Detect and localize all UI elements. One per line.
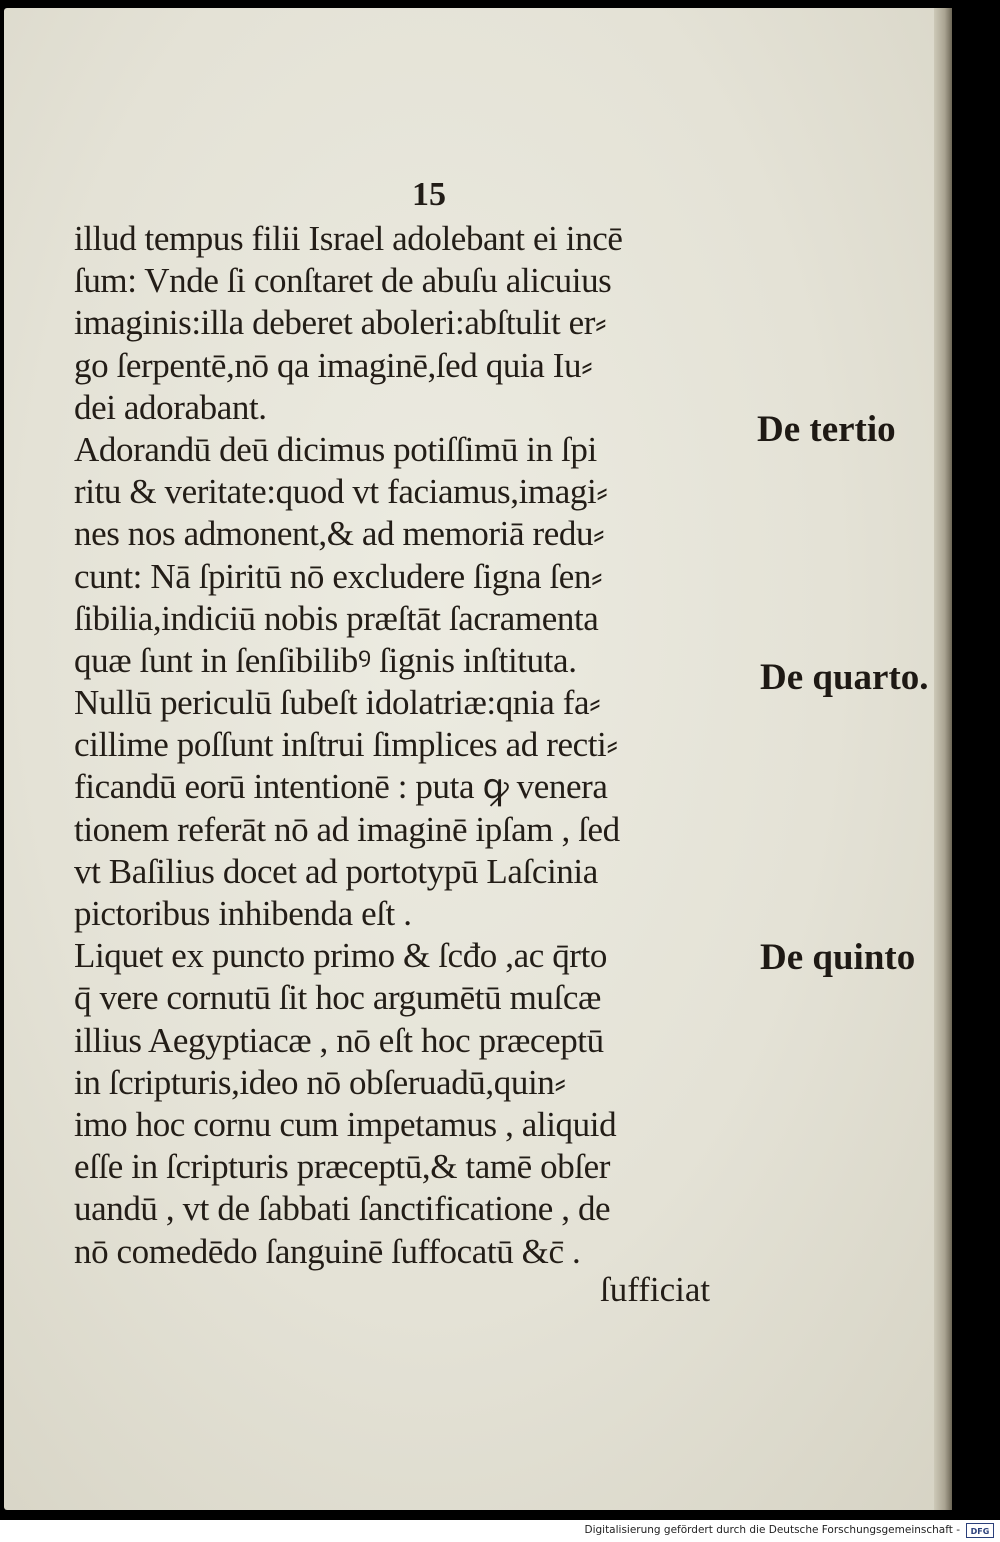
body-text <box>74 218 764 1273</box>
catchword: ſufficiat <box>600 1270 711 1309</box>
marginal-note-quarto: De quarto. <box>760 657 929 698</box>
text-line: pictoribus inhibenda eſt . <box>74 894 412 933</box>
text-line: imaginis:illa deberet aboleri:abſtulit er⸗ <box>74 303 607 343</box>
funding-credit: Digitalisierung gefördert durch die Deutsche Forschungsgemeinschaft - <box>584 1524 960 1536</box>
text-line: Nullū periculū ſubeſt idolatriæ:qnia fa⸗ <box>74 683 601 723</box>
text-line: ſum: Vnde ſi conſtaret de abuſu alicuius <box>74 261 612 301</box>
text-line: illud tempus filii Israel adolebant ei incē <box>74 219 623 258</box>
text-line: imo hoc cornu cum impetamus , aliquid <box>74 1104 617 1144</box>
marginal-note-tertio: De tertio <box>757 409 896 450</box>
text-line: nō comedēdo ſanguinē ſuffocatū &c̄ . <box>74 1231 581 1271</box>
text-line: tionem referāt nō ad imaginē ipſam , ſed <box>74 809 620 849</box>
book-page <box>4 8 952 1510</box>
text-line: go ſerpentē,nō qa imaginē,ſed quia Iu⸗ <box>74 345 593 385</box>
text-line: ficandū eorū intentionē : puta ꝙ venera <box>74 767 608 807</box>
text-line: q̄ vere cornutū ſit hoc argumētū muſcæ <box>74 978 601 1018</box>
text-line: eſſe in ſcripturis præceptū,& tamē obſer <box>74 1147 611 1187</box>
text-line: Liquet ex puncto primo & ſcđo ,ac q̄rto <box>74 936 607 976</box>
text-line: quæ ſunt in ſenſibilibꝰ ſignis inſtituta. <box>74 640 577 680</box>
marginal-note-quinto: De quinto <box>760 937 916 978</box>
text-line: Adorandū deū dicimus potiſſimū in ſpi <box>74 429 597 469</box>
text-line: ſibilia,indiciū nobis præſtāt ſacramenta <box>74 598 599 638</box>
text-line: in ſcripturis,ideo nō obſeruadū,quin⸗ <box>74 1062 566 1102</box>
dfg-logo-icon: DFG <box>966 1523 994 1538</box>
footer-bar <box>0 1520 1000 1542</box>
page-edge <box>934 8 952 1510</box>
text-line: illius Aegyptiacæ , nō eſt hoc præceptū <box>74 1020 604 1060</box>
page-number: 15 <box>412 176 446 213</box>
text-line: uandū , vt de ſabbati ſanctificatione , de <box>74 1189 611 1229</box>
text-line: vt Baſilius docet ad portotypū Laſcinia <box>74 851 598 891</box>
text-line: dei adorabant. <box>74 387 267 427</box>
text-line: cunt: Nā ſpiritū nō excludere ſigna ſen⸗ <box>74 556 603 596</box>
text-line: ritu & veritate:quod vt faciamus,imagi⸗ <box>74 472 608 512</box>
text-line: nes nos admonent,& ad memoriā redu⸗ <box>74 514 605 554</box>
text-line: cillime poſſunt inſtrui ſimplices ad recti⸗ <box>74 725 618 765</box>
